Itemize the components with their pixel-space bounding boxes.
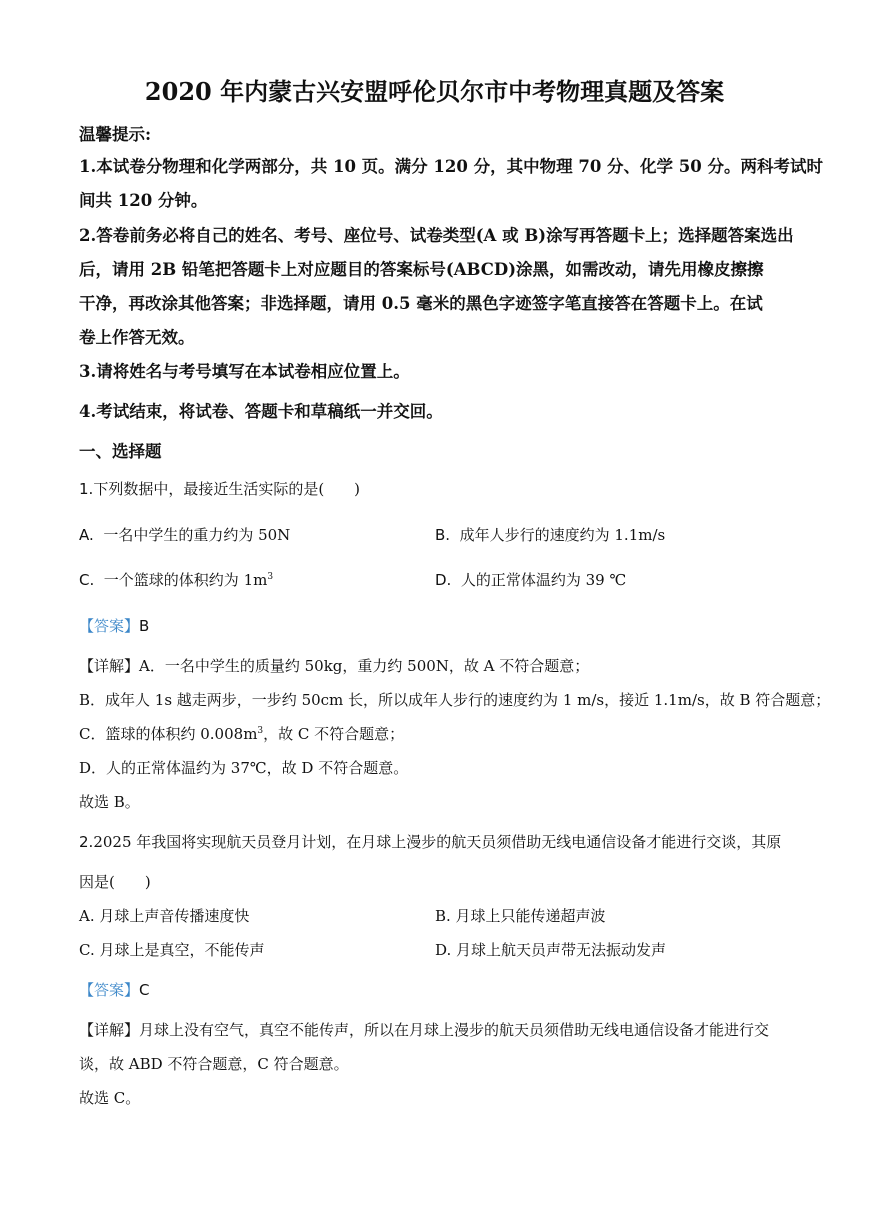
question-2-stem-line-2: 因是( ) bbox=[79, 873, 151, 891]
question-1-number: 1. bbox=[79, 480, 94, 498]
question-2-option-c: C. 月球上是真空，不能传声 bbox=[79, 941, 265, 959]
notice-item-3: 3.请将姓名与考号填写在本试卷相应位置上。 bbox=[79, 362, 410, 381]
answer-value: C bbox=[139, 981, 150, 999]
notice-heading: 温馨提示: bbox=[79, 125, 152, 144]
page-title: 2020 年内蒙古兴安盟呼伦贝尔市中考物理真题及答案 bbox=[144, 77, 725, 106]
option-b-text: 成年人步行的速度约为 1.1m/s bbox=[459, 526, 666, 544]
notice-item-2-line-1: 2.答卷前务必将自己的姓名、考号、座位号、试卷类型(A 或 B)涂写再答题卡上；选择题答案选出 bbox=[79, 226, 794, 245]
question-1-detail-line-4: D．人的正常体温约为 37℃，故 D 不符合题意。 bbox=[79, 759, 409, 777]
question-2-answer bbox=[79, 979, 150, 1000]
option-c-letter: C. bbox=[79, 571, 95, 589]
section-heading: 一、选择题 bbox=[79, 442, 162, 461]
question-1-detail-line-3 bbox=[79, 723, 404, 744]
question-1-detail-line-2: B．成年人 1s 越走两步，一步约 50cm 长，所以成年人步行的速度约为 1 m/s，接近 1.1m/s，故 B 符合题意； bbox=[79, 691, 831, 709]
notice-item-2-line-2: 后，请用 2B 铅笔把答题卡上对应题目的答案标号(ABCD)涂黑，如需改动，请先用橡皮擦擦 bbox=[79, 260, 764, 279]
option-c-superscript: 3 bbox=[267, 572, 274, 582]
question-2-option-d: D. 月球上航天员声带无法振动发声 bbox=[435, 941, 667, 959]
notice-item-1-line-1: 1.本试卷分物理和化学两部分，共 10 页。满分 120 分，其中物理 70 分、化学 50 分。两科考试时 bbox=[79, 157, 824, 176]
question-1-answer bbox=[79, 615, 149, 636]
option-c-text: 一个篮球的体积约为 1m bbox=[103, 571, 268, 589]
detail-3-superscript: 3 bbox=[257, 726, 264, 736]
notice-item-2-line-3: 干净，再改涂其他答案；非选择题，请用 0.5 毫米的黑色字迹签字笔直接答在答题卡上。在试 bbox=[79, 294, 763, 313]
answer-tag: 【答案】 bbox=[79, 617, 140, 635]
notice-item-1-line-2: 间共 120 分钟。 bbox=[79, 191, 208, 210]
notice-item-2-line-4: 卷上作答无效。 bbox=[79, 328, 195, 347]
question-1-text: 下列数据中，最接近生活实际的是( ) bbox=[93, 480, 361, 498]
detail-3-text: C．篮球的体积约 0.008m bbox=[79, 725, 258, 743]
question-2-option-b: B. 月球上只能传递超声波 bbox=[435, 907, 606, 925]
question-1-detail-line-1: 【详解】A．一名中学生的质量约 50kg，重力约 500N，故 A 不符合题意； bbox=[79, 657, 590, 675]
detail-3-text-end: ，故 C 不符合题意； bbox=[263, 725, 405, 743]
option-a-text: 一名中学生的重力约为 50N bbox=[103, 526, 291, 544]
question-2-stem-line-1 bbox=[79, 831, 781, 852]
question-1-option-b bbox=[435, 524, 665, 545]
question-2-text: 2025 年我国将实现航天员登月计划，在月球上漫步的航天员须借助无线电通信设备才能进行交谈，其原 bbox=[93, 833, 782, 851]
answer-tag: 【答案】 bbox=[79, 981, 140, 999]
option-d-text: 人的正常体温约为 39 ℃ bbox=[460, 571, 627, 589]
question-2-conclusion: 故选 C。 bbox=[79, 1089, 141, 1107]
option-d-letter: D. bbox=[435, 571, 452, 589]
option-b-letter: B. bbox=[435, 526, 451, 544]
question-1-stem bbox=[79, 478, 360, 499]
question-2-detail-line-1: 【详解】月球上没有空气，真空不能传声，所以在月球上漫步的航天员须借助无线电通信设备才能进行交 bbox=[79, 1021, 770, 1039]
option-a-letter: A. bbox=[79, 526, 94, 544]
answer-value: B bbox=[139, 617, 150, 635]
question-1-conclusion: 故选 B。 bbox=[79, 793, 140, 811]
question-1-option-c bbox=[79, 569, 273, 590]
question-2-detail-line-2: 谈，故 ABD 不符合题意，C 符合题意。 bbox=[79, 1055, 349, 1073]
question-1-option-d bbox=[435, 569, 626, 590]
question-1-option-a bbox=[79, 524, 290, 545]
question-2-option-a: A. 月球上声音传播速度快 bbox=[79, 907, 250, 925]
question-2-number: 2. bbox=[79, 833, 94, 851]
notice-item-4: 4.考试结束，将试卷、答题卡和草稿纸一并交回。 bbox=[79, 402, 443, 421]
